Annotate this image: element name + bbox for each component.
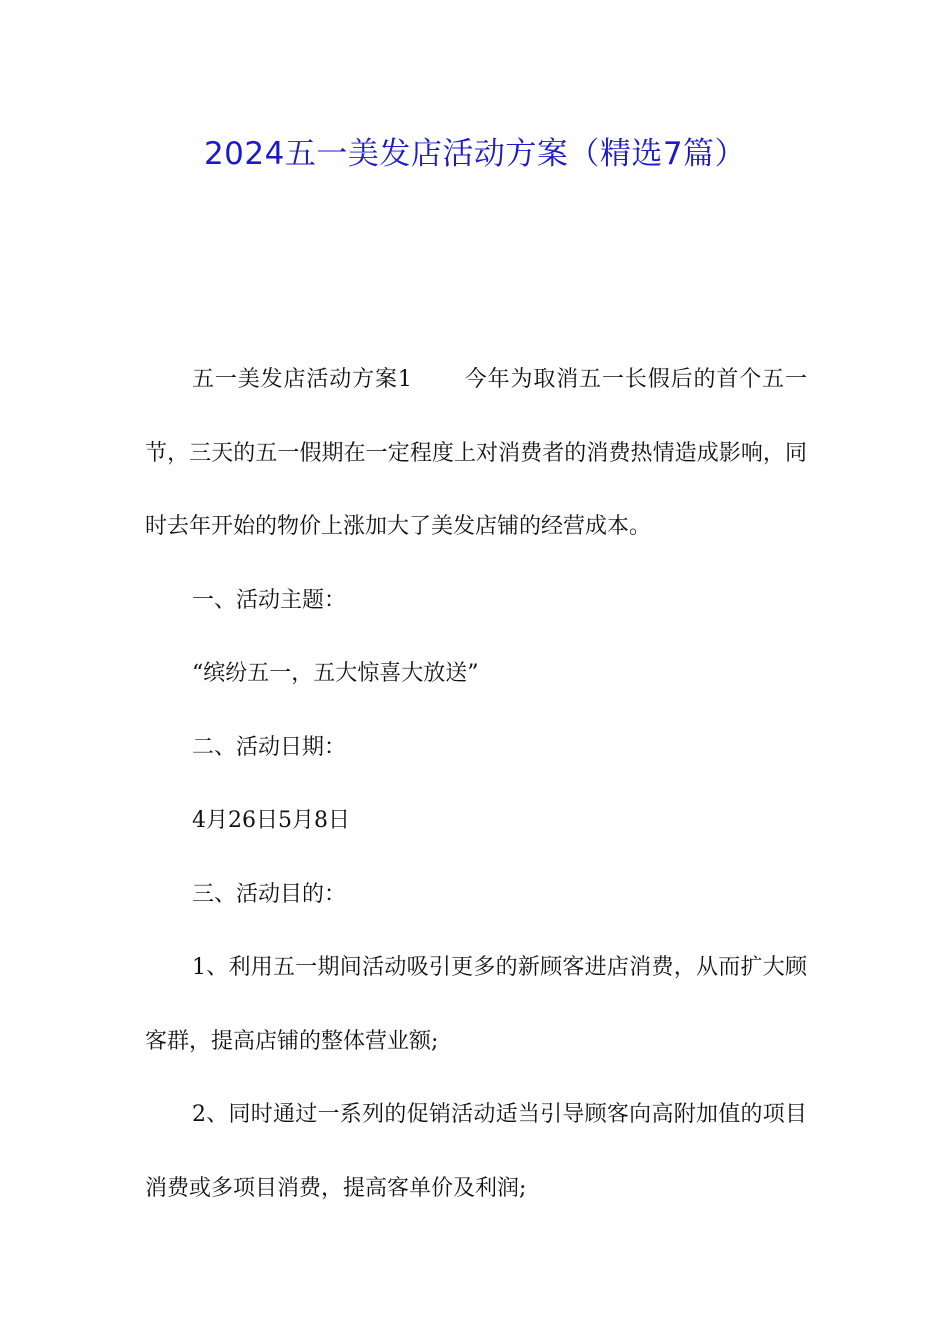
document-body bbox=[145, 343, 807, 1225]
document-title: 2024五一美发店活动方案（精选7篇） bbox=[203, 136, 747, 172]
section-heading-purpose: 三、活动目的： bbox=[192, 881, 347, 907]
intro-paragraph bbox=[145, 343, 807, 564]
purpose-item-2: 2、同时通过一系列的促销活动适当引导顾客向高附加值的项目消费或多项目消费，提高客单价及利润; bbox=[145, 1102, 807, 1201]
intro-label: 五一美发店活动方案1 bbox=[192, 367, 412, 392]
section-heading-date: 二、活动日期： bbox=[192, 734, 347, 760]
activity-date: 4月26日5月8日 bbox=[192, 808, 350, 833]
purpose-item-1: 1、利用五一期间活动吸引更多的新顾客进店消费，从而扩大顾客群，提高店铺的整体营业额; bbox=[145, 955, 807, 1054]
section-heading-theme: 一、活动主题： bbox=[192, 587, 347, 613]
intro-text: 今年为取消五一长假后的首个五一节，三天的五一假期在一定程度上对消费者的消费热情造成影响，同时去年开始的物价上涨加大了美发店铺的经营成本。 bbox=[145, 367, 807, 539]
theme-slogan: “缤纷五一，五大惊喜大放送” bbox=[192, 661, 479, 686]
